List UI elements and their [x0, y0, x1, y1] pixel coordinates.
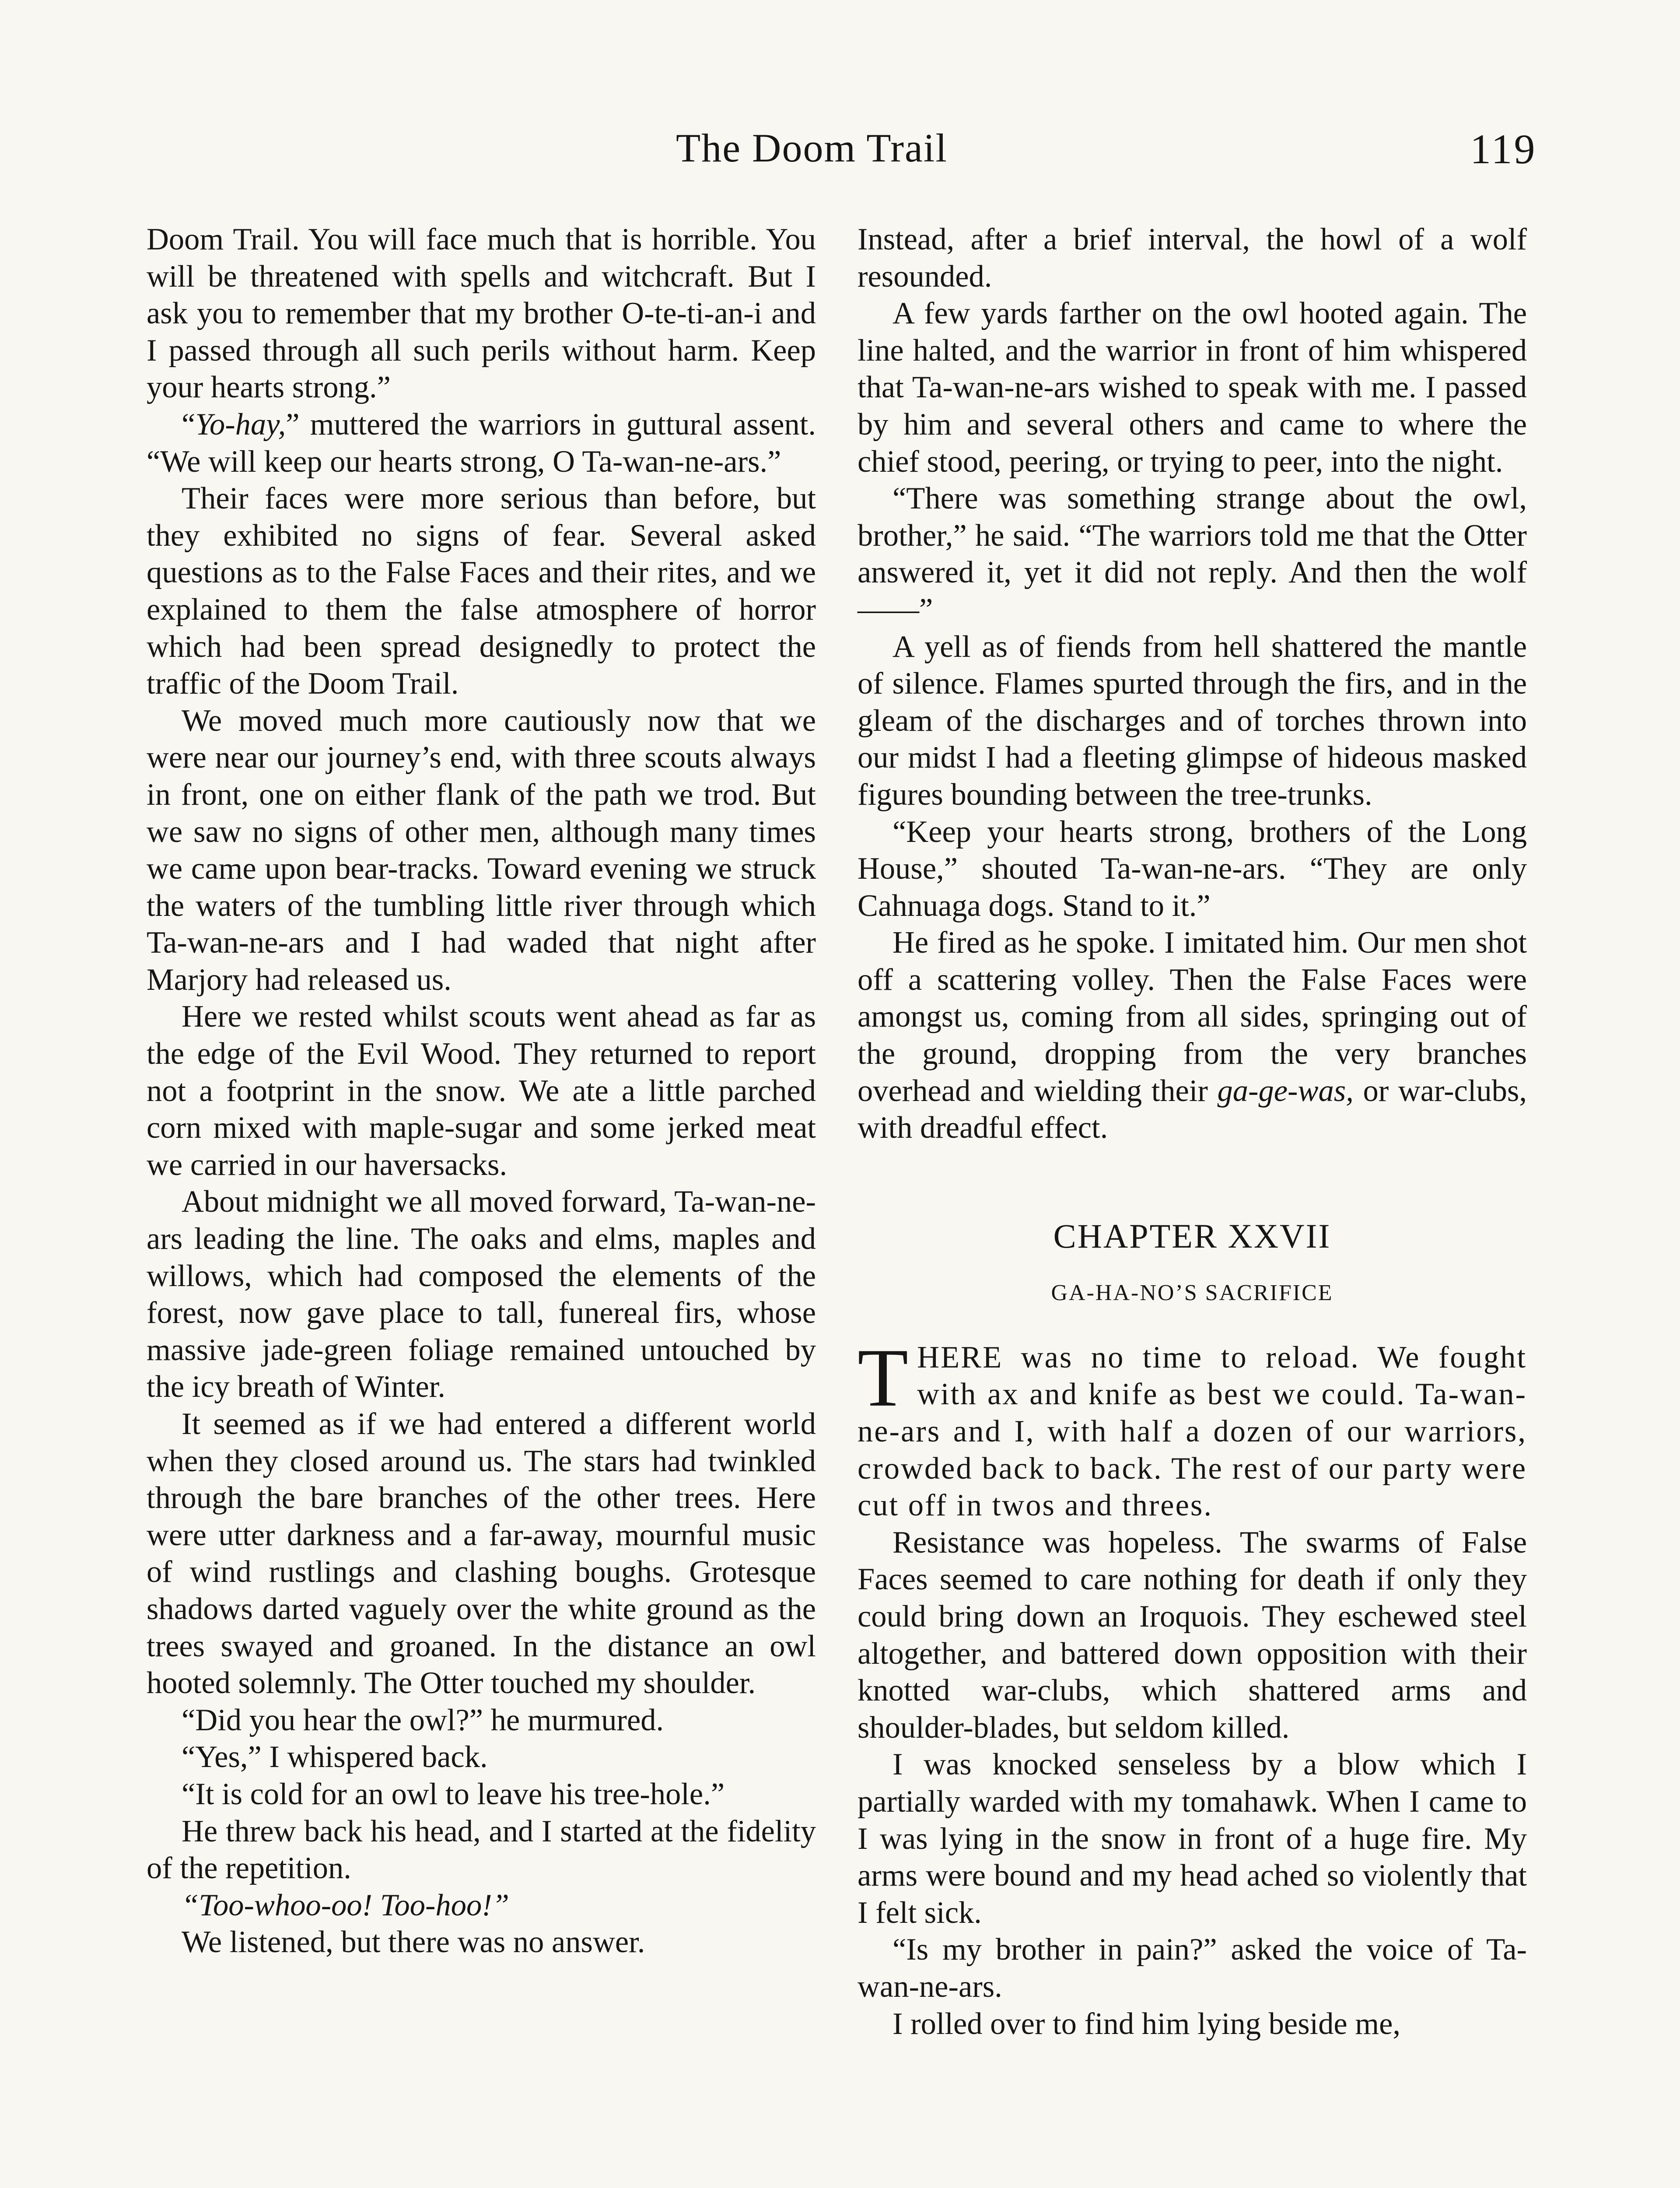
paragraph: Instead, after a brief interval, the howl of a wolf resounded.: [858, 222, 1527, 294]
paragraph: Their faces were more serious than before, but they exhibited no signs of fear. Several asked questions as to the False Faces and their rites, and we explained to them the false atmosphere of horror which had been spread designedly to protect the traffic of the Doom Trail.: [147, 481, 816, 701]
paragraph: A few yards farther on the owl hooted again. The line halted, and the warrior in front of him whispered that Ta-wan-ne-ars wished to speak with me. I passed by him and several others and came to where the chief stood, peering, or trying to peer, into the night.: [858, 296, 1527, 479]
paragraph: “There was something strange about the owl, brother,” he said. “The warriors told me that the Otter answered it, yet it did not reply. And then the wolf——”: [858, 481, 1527, 627]
chapter-heading: CHAPTER XXVII: [1053, 1217, 1331, 1255]
paragraph: He threw back his head, and I started at the fidelity of the repetition.: [147, 1814, 816, 1886]
paragraph: It seemed as if we had entered a different world when they closed around us. The stars had twinkled through the bare branches of the other trees. Here were utter darkness and a far-away, mournful music of wind rustlings and clashing boughs. Grotesque shadows darted vaguely over the white ground as the trees swayed and groaned. In the distance an owl hooted solemnly. The Otter touched my shoulder.: [147, 1407, 816, 1701]
paragraph: “Yo-hay,” muttered the warriors in guttural assent. “We will keep our hearts strong, O Ta-wan-ne-ars.”: [147, 407, 816, 479]
drop-cap: T: [858, 1332, 909, 1424]
paragraph: A yell as of fiends from hell shattered the mantle of silence. Flames spurted through the firs, and in the gleam of the discharges and of torches thrown into our midst I had a fleeting glimpse of hideous masked figures bounding between the tree-trunks.: [858, 629, 1527, 812]
paragraph: About midnight we all moved forward, Ta-wan-ne-ars leading the line. The oaks and elms, maples and willows, which had composed the elements of the forest, now gave place to tall, funereal firs, whose massive jade-green foliage remained untouched by the icy breath of Winter.: [147, 1185, 816, 1404]
paragraph: I rolled over to find him lying beside me,: [892, 2006, 1401, 2041]
running-header: [0, 125, 1680, 186]
paragraph: He fired as he spoke. I imitated him. Our men shot off a scattering volley. Then the False Faces were amongst us, coming from all sides, springing out of the ground, dropping from the very branches overhead and wielding their ga-ge-was, or war-clubs, with dreadful effect.: [858, 926, 1527, 1145]
italic-phrase: Yo-hay,: [195, 407, 286, 442]
chapter-subtitle: GA-HA-NO’S SACRIFICE: [1051, 1280, 1334, 1305]
opening-text: HERE was no time to reload. We fought with ax and knife as best we could. Ta-wan-ne-ars and I, with half a dozen of our warriors, crowded back to back. The rest of our party were cut off in twos and threes.: [858, 1340, 1527, 1523]
paragraph: We listened, but there was no answer.: [182, 1925, 645, 1960]
right-column: [858, 221, 1527, 2042]
paragraph: We moved much more cautiously now that we were near our journey’s end, with three scouts always in front, one on either flank of the path we trod. But we saw no signs of other men, although many times we came upon bear-tracks. Toward evening we struck the waters of the tumbling little river through which Ta-wan-ne-ars and I had waded that night after Marjory had released us.: [147, 703, 816, 997]
running-title: The Doom Trail: [676, 126, 948, 170]
paragraph: [147, 1887, 816, 1924]
paragraph: “Is my brother in pain?” asked the voice of Ta-wan-ne-ars.: [858, 1932, 1527, 2004]
paragraph: Doom Trail. You will face much that is horrible. You will be threatened with spells and witchcraft. But I ask you to remember that my brother O-te-ti-an-i and I passed through all such perils without harm. Keep your hearts strong.”: [147, 222, 816, 405]
left-column: [147, 221, 816, 1961]
paragraph: “Did you hear the owl?” he murmured.: [182, 1703, 664, 1737]
paragraph: “It is cold for an owl to leave his tree-hole.”: [182, 1777, 725, 1811]
paragraph: I was knocked senseless by a blow which I partially warded with my tomahawk. When I came to I was lying in the snow in front of a huge fire. My arms were bound and my head ached so violently that I felt sick.: [858, 1747, 1527, 1930]
italic-phrase: “Too-whoo-oo! Too-hoo!”: [182, 1888, 509, 1922]
chapter-opening-paragraph: [858, 1332, 1527, 1524]
italic-phrase: ga-ge-was,: [1217, 1073, 1354, 1108]
paragraph: Resistance was hopeless. The swarms of False Faces seemed to care nothing for death if only they could bring down an Iroquois. They eschewed steel altogether, and battered down opposition with their knotted war-clubs, which shattered arms and shoulder-blades, but seldom killed.: [858, 1525, 1527, 1745]
paragraph: “Keep your hearts strong, brothers of the Long House,” shouted Ta-wan-ne-ars. “They are only Cahnuaga dogs. Stand to it.”: [858, 814, 1527, 923]
paragraph: “Yes,” I whispered back.: [182, 1740, 488, 1774]
paragraph: Here we rested whilst scouts went ahead as far as the edge of the Evil Wood. They returned to report not a footprint in the snow. We ate a little parched corn mixed with maple-sugar and some jerked meat we carried in our haversacks.: [147, 999, 816, 1182]
page-number: 119: [1470, 126, 1537, 172]
